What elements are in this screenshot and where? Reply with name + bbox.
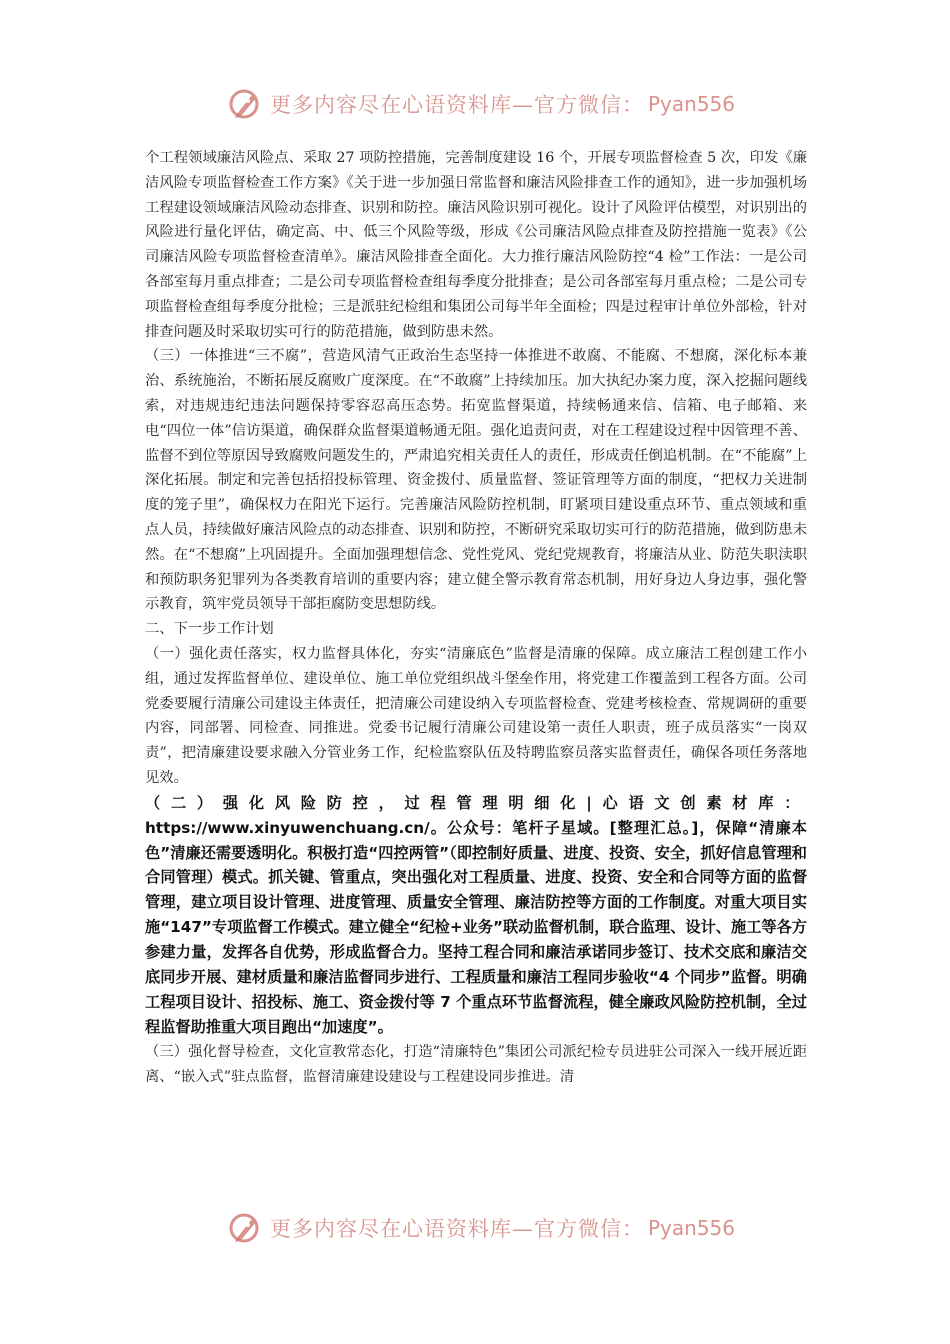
paragraph-responsibility: （一）强化责任落实，权力监督具体化，夯实“清廉底色”监督是清廉的保障。成立廉洁工程创建工作小组，通过发挥监督单位、建设单位、施工单位党组织战斗堡垒作用，将党建工作覆盖到工程各方面。公司党委要履行清廉公司建设主体责任，把清廉公司建设纳入专项监督检查、党建考核检查、常规调研的重要内容，同部署、同检查、同推进。党委书记履行清廉公司建设第一责任人职责，班子成员落实“一岗双责”，把清廉建设要求融入分管业务工作，纪检监察队伍及特聘监察员落实监督责任，确保各项任务落地见效。	[145, 645, 807, 786]
paragraph-supervision: （三）强化督导检查，文化宣教常态化，打造“清廉特色”集团公司派纪检专员进驻公司深入一线开展近距离、“嵌入式”驻点监督，监督清廉建设建设与工程建设同步推进。清	[145, 1043, 807, 1085]
footer-banner-text: 更多内容尽在心语资料库—官方微信：	[270, 1217, 644, 1241]
footer-banner-id: Pyan556	[648, 1216, 736, 1240]
pen-nib-logo-icon	[228, 87, 262, 121]
document-body	[145, 146, 807, 1089]
paragraph-risk-control	[145, 791, 807, 1040]
paragraph-risk-control-body: https://www.xinyuwenchuang.cn/。公众号：笔杆子星域。[整理汇总。]，保障“清廉本色”清廉还需要透明化。积极打造“四控两管”（即控制好质量、进度、投资、安全，抓好信息管理和合同管理）模式。抓关键、管重点，突出强化对工程质量、进度、投资、安全和合同等方面的监督管理，建立项目设计管理、进度管理、质量安全管理、廉洁防控等方面的工作制度。对重大项目实施“147”专项监督工作模式。建立健全“纪检+业务”联动监督机制，联合监理、设计、施工等各方参建力量，发挥各自优势，形成监督合力。坚持工程合同和廉洁承诺同步签订、技术交底和廉洁交底同步开展、建材质量和廉洁监督同步进行、工程质量和廉洁工程同步验收“4 个同步”监督。明确工程项目设计、招投标、施工、资金拨付等 7 个重点环节监督流程，健全廉政风险防控机制，全过程监督助推重大项目跑出“加速度”。	[145, 818, 807, 1036]
header-banner-text: 更多内容尽在心语资料库—官方微信：	[270, 93, 644, 117]
section-heading-next-plan: 二、下一步工作计划	[145, 621, 274, 638]
footer-banner	[228, 1208, 748, 1248]
paragraph-risk-check: 个工程领域廉洁风险点、采取 27 项防控措施，完善制度建设 16 个，开展专项监督检查 5 次，印发《廉洁风险专项监督检查工作方案》《关于进一步加强日常监督和廉洁风险排查工作的通知》，进一步加强机场工程建设领域廉洁风险动态排查、识别和防控。廉洁风险识别可视化。设计了风险评估模型，对识别出的风险进行量化评估，确定高、中、低三个风险等级，形成《公司廉洁风险点排查及防控措施一览表》《公司廉洁风险专项监督检查清单》。廉洁风险排查全面化。大力推行廉洁风险防控“4 检”工作法：一是公司各部室每月重点排查；二是公司专项监督检查组每季度分批排查；是公司各部室每月重点检；二是公司专项监督检查组每季度分批检；三是派驻纪检组和集团公司每半年全面检；四是过程审计单位外部检，针对排查问题及时采取切实可行的防范措施，做到防患未然。	[145, 150, 807, 340]
paragraph-three-no-corruption: （三）一体推进“三不腐”，营造风清气正政治生态坚持一体推进不敢腐、不能腐、不想腐，深化标本兼治、系统施治，不断拓展反腐败广度深度。在“不敢腐”上持续加压。加大执纪办案力度，深入挖掘问题线索，对违规违纪违法问题保持零容忍高压态势。拓宽监督渠道，持续畅通来信、信箱、电子邮箱、来电“四位一体”信访渠道，确保群众监督渠道畅通无阻。强化追责问责，对在工程建设过程中因管理不善、监督不到位等原因导致腐败问题发生的，严肃追究相关责任人的责任，形成责任倒追机制。在“不能腐”上深化拓展。制定和完善包括招投标管理、资金拨付、质量监督、签证管理等方面的制度，“把权力关进制度的笼子里”，确保权力在阳光下运行。完善廉洁风险防控机制，盯紧项目建设重点环节、重点领域和重点人员，持续做好廉洁风险点的动态排查、识别和防控，不断研究采取切实可行的防范措施，做到防患未然。在“不想腐”上巩固提升。全面加强理想信念、党性党风、党纪党规教育，将廉洁从业、防范失职渎职和预防职务犯罪列为各类教育培训的重要内容；建立健全警示教育常态机制，用好身边人身边事，强化警示教育，筑牢党员领导干部拒腐防变思想防线。	[145, 348, 807, 613]
pen-nib-logo-icon	[228, 1211, 262, 1245]
header-banner	[228, 84, 748, 124]
header-banner-id: Pyan556	[648, 92, 736, 116]
paragraph-risk-control-lead: （二）强化风险防控，过程管理明细化|心语文创素材库：	[145, 793, 807, 812]
